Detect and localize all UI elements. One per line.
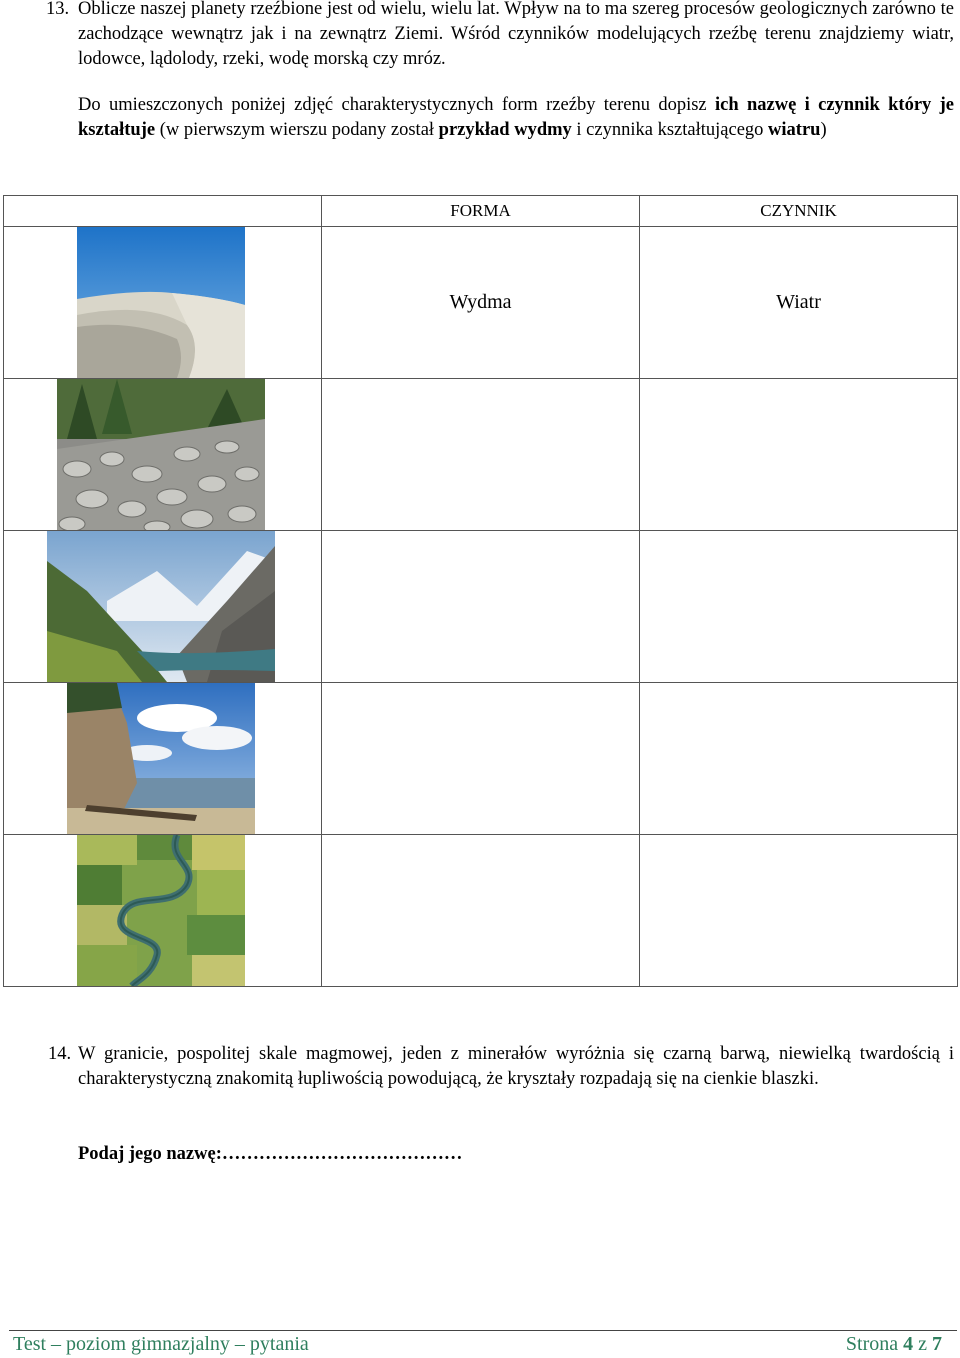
forma-cell <box>322 379 640 531</box>
header-czynnik: CZYNNIK <box>640 196 958 227</box>
question-number: 14. <box>48 1044 72 1064</box>
answer-line[interactable]: ………………………………… <box>221 1144 463 1164</box>
czynnik-cell <box>640 683 958 835</box>
glacial-valley-photo <box>47 531 275 682</box>
forma-cell <box>322 531 640 683</box>
landform-table <box>3 195 958 987</box>
table-header-row <box>4 196 958 227</box>
table-row <box>4 683 958 835</box>
question-text: W granicie, pospolitej skale magmowej, jeden z minerałów wyróżnia się czarną barwą, niewielką twardością i charakterystyczną znakomitą łupliwością powodującą, że kryształy rozpadają się na cienkie blaszki. <box>78 1044 954 1089</box>
forma-cell <box>322 683 640 835</box>
forma-cell: Wydma <box>322 227 640 379</box>
czynnik-cell: Wiatr <box>640 227 958 379</box>
sea-cliff-photo <box>67 683 255 834</box>
footer-divider <box>9 1330 957 1331</box>
table-row <box>4 531 958 683</box>
sand-dune-photo <box>77 227 245 378</box>
table-row <box>4 227 958 379</box>
czynnik-cell <box>640 379 958 531</box>
czynnik-cell <box>640 835 958 987</box>
photo-cell <box>4 227 322 379</box>
rock-scree-photo <box>57 379 265 530</box>
photo-cell <box>4 531 322 683</box>
table-row <box>4 835 958 987</box>
photo-cell <box>4 379 322 531</box>
question-intro: Oblicze naszej planety rzeźbione jest od wielu, wielu lat. Wpływ na to ma szereg procesów geologicznych zarówno te zachodzące wewnątrz jak i na zewnątrz Ziemi. Wśród czynników modelujących rzeźbę terenu znajdziemy wiatr, lodowce, lądolody, rzeki, wodę morską czy mróz. <box>78 0 954 69</box>
question-number: 13. <box>46 0 70 19</box>
czynnik-cell <box>640 531 958 683</box>
footer-title: Test – poziom gimnazjalny – pytania <box>13 1333 309 1355</box>
table-row <box>4 379 958 531</box>
header-empty-cell <box>4 196 322 227</box>
answer-prompt: Podaj jego nazwę:………………………………… <box>78 1144 463 1164</box>
question-task: Do umieszczonych poniżej zdjęć charakterystycznych form rzeźby terenu dopisz ich nazwę i czynnik który je kształtuje (w pierwszym wierszu podany został przykład wydmy i czynnika kształtującego wiatru) <box>78 95 954 140</box>
header-forma: FORMA <box>322 196 640 227</box>
photo-cell <box>4 835 322 987</box>
meandering-river-photo <box>77 835 245 986</box>
page-indicator: Strona 4 z 7 <box>845 1333 942 1355</box>
forma-cell <box>322 835 640 987</box>
photo-cell <box>4 683 322 835</box>
